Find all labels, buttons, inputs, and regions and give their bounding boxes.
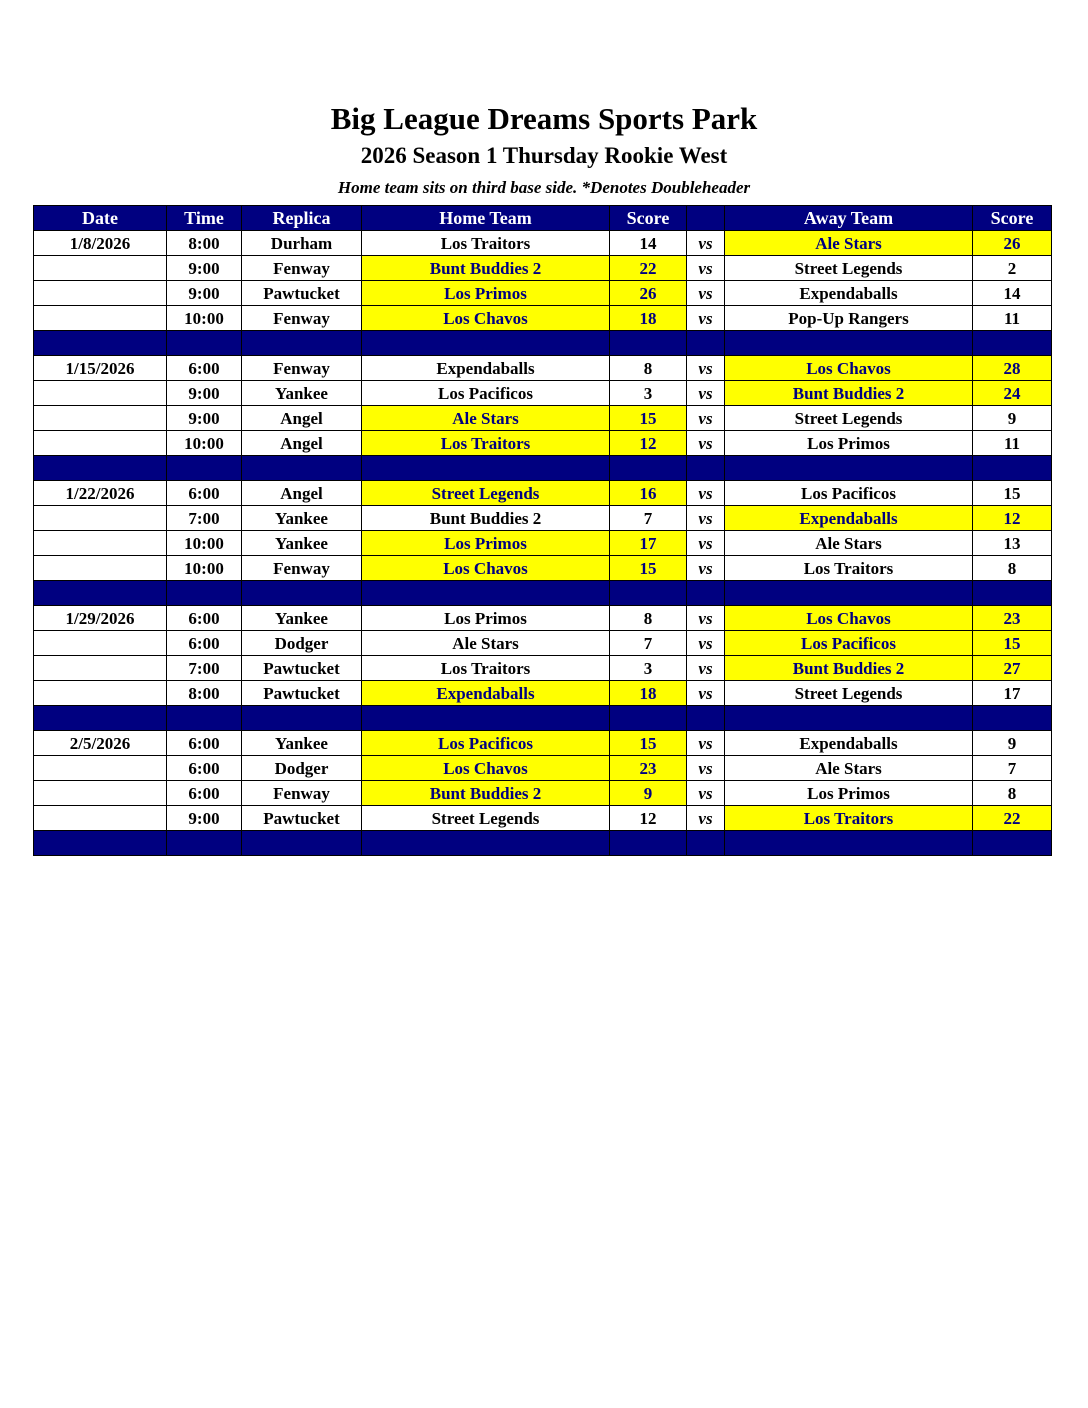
separator-cell	[725, 581, 973, 606]
game-replica-field: Angel	[242, 481, 362, 506]
header-home-team: Home Team	[362, 206, 610, 231]
game-replica-field: Yankee	[242, 381, 362, 406]
game-date: 1/15/2026	[34, 356, 167, 381]
header-vs	[687, 206, 725, 231]
away-score: 17	[973, 681, 1052, 706]
vs-label: vs	[687, 256, 725, 281]
home-score: 16	[610, 481, 687, 506]
game-replica-field: Durham	[242, 231, 362, 256]
home-score: 23	[610, 756, 687, 781]
game-row	[34, 306, 1052, 331]
game-row	[34, 781, 1052, 806]
away-team: Ale Stars	[725, 756, 973, 781]
away-team: Expendaballs	[725, 731, 973, 756]
game-date-empty	[34, 556, 167, 581]
game-date-empty	[34, 656, 167, 681]
vs-label: vs	[687, 381, 725, 406]
away-team: Bunt Buddies 2	[725, 656, 973, 681]
schedule-body	[34, 231, 1052, 856]
game-replica-field: Dodger	[242, 756, 362, 781]
game-time: 8:00	[167, 681, 242, 706]
game-replica-field: Fenway	[242, 781, 362, 806]
separator-cell	[34, 581, 167, 606]
home-team: Ale Stars	[362, 406, 610, 431]
vs-label: vs	[687, 756, 725, 781]
page-title: Big League Dreams Sports Park	[330, 101, 758, 136]
away-score: 12	[973, 506, 1052, 531]
vs-label: vs	[687, 481, 725, 506]
home-score: 15	[610, 406, 687, 431]
away-team: Los Pacificos	[725, 481, 973, 506]
vs-label: vs	[687, 556, 725, 581]
away-team: Bunt Buddies 2	[725, 381, 973, 406]
away-score: 9	[973, 731, 1052, 756]
game-date-empty	[34, 756, 167, 781]
schedule-note: Home team sits on third base side. *Denotes Doubleheader	[337, 178, 751, 197]
vs-label: vs	[687, 531, 725, 556]
separator-cell	[362, 331, 610, 356]
away-score: 2	[973, 256, 1052, 281]
game-time: 6:00	[167, 631, 242, 656]
week-separator-row	[34, 581, 1052, 606]
home-team: Los Pacificos	[362, 731, 610, 756]
separator-cell	[34, 456, 167, 481]
game-date-empty	[34, 631, 167, 656]
separator-cell	[725, 331, 973, 356]
game-date-empty	[34, 306, 167, 331]
page-subtitle: 2026 Season 1 Thursday Rookie West	[360, 143, 728, 168]
home-team: Street Legends	[362, 481, 610, 506]
home-team: Bunt Buddies 2	[362, 506, 610, 531]
header-row	[34, 206, 1052, 231]
game-date-empty	[34, 256, 167, 281]
away-score: 8	[973, 556, 1052, 581]
game-row	[34, 756, 1052, 781]
schedule-table	[33, 205, 1052, 856]
away-score: 13	[973, 531, 1052, 556]
separator-cell	[687, 331, 725, 356]
separator-cell	[725, 706, 973, 731]
separator-cell	[687, 581, 725, 606]
home-team: Los Chavos	[362, 556, 610, 581]
home-score: 17	[610, 531, 687, 556]
header-replica: Replica	[242, 206, 362, 231]
header-time: Time	[167, 206, 242, 231]
game-date-empty	[34, 531, 167, 556]
away-team: Los Primos	[725, 431, 973, 456]
separator-cell	[725, 831, 973, 856]
header-away-team: Away Team	[725, 206, 973, 231]
header-home-score: Score	[610, 206, 687, 231]
game-replica-field: Pawtucket	[242, 281, 362, 306]
home-score: 12	[610, 431, 687, 456]
separator-cell	[242, 331, 362, 356]
separator-cell	[725, 456, 973, 481]
game-replica-field: Pawtucket	[242, 806, 362, 831]
away-team: Ale Stars	[725, 231, 973, 256]
home-score: 9	[610, 781, 687, 806]
game-replica-field: Fenway	[242, 256, 362, 281]
away-score: 23	[973, 606, 1052, 631]
vs-label: vs	[687, 506, 725, 531]
home-score: 14	[610, 231, 687, 256]
home-team: Expendaballs	[362, 356, 610, 381]
home-score: 18	[610, 681, 687, 706]
game-time: 10:00	[167, 306, 242, 331]
game-time: 6:00	[167, 481, 242, 506]
game-time: 9:00	[167, 806, 242, 831]
home-score: 8	[610, 356, 687, 381]
game-replica-field: Yankee	[242, 731, 362, 756]
separator-cell	[610, 706, 687, 731]
separator-cell	[610, 581, 687, 606]
away-score: 7	[973, 756, 1052, 781]
home-score: 22	[610, 256, 687, 281]
home-team: Bunt Buddies 2	[362, 256, 610, 281]
game-date-empty	[34, 681, 167, 706]
home-score: 18	[610, 306, 687, 331]
game-date-empty	[34, 781, 167, 806]
away-team: Pop-Up Rangers	[725, 306, 973, 331]
week-separator-row	[34, 456, 1052, 481]
separator-cell	[687, 456, 725, 481]
home-team: Los Traitors	[362, 431, 610, 456]
away-score: 22	[973, 806, 1052, 831]
vs-label: vs	[687, 656, 725, 681]
game-row	[34, 356, 1052, 381]
game-replica-field: Dodger	[242, 631, 362, 656]
away-score: 15	[973, 631, 1052, 656]
vs-label: vs	[687, 281, 725, 306]
game-time: 6:00	[167, 606, 242, 631]
home-team: Bunt Buddies 2	[362, 781, 610, 806]
game-replica-field: Yankee	[242, 606, 362, 631]
away-team: Los Chavos	[725, 356, 973, 381]
away-team: Ale Stars	[725, 531, 973, 556]
separator-cell	[973, 331, 1052, 356]
separator-cell	[167, 581, 242, 606]
separator-cell	[34, 706, 167, 731]
game-time: 6:00	[167, 756, 242, 781]
home-team: Los Primos	[362, 281, 610, 306]
separator-cell	[362, 706, 610, 731]
week-separator-row	[34, 831, 1052, 856]
game-row	[34, 656, 1052, 681]
game-time: 10:00	[167, 531, 242, 556]
home-score: 26	[610, 281, 687, 306]
game-row	[34, 806, 1052, 831]
away-team: Street Legends	[725, 406, 973, 431]
separator-cell	[687, 831, 725, 856]
game-time: 6:00	[167, 731, 242, 756]
vs-label: vs	[687, 406, 725, 431]
game-replica-field: Angel	[242, 431, 362, 456]
vs-label: vs	[687, 306, 725, 331]
game-date-empty	[34, 506, 167, 531]
game-date-empty	[34, 806, 167, 831]
game-row	[34, 281, 1052, 306]
separator-cell	[242, 581, 362, 606]
away-score: 9	[973, 406, 1052, 431]
vs-label: vs	[687, 606, 725, 631]
vs-label: vs	[687, 781, 725, 806]
vs-label: vs	[687, 356, 725, 381]
vs-label: vs	[687, 631, 725, 656]
home-team: Los Pacificos	[362, 381, 610, 406]
home-team: Los Primos	[362, 606, 610, 631]
game-time: 7:00	[167, 506, 242, 531]
separator-cell	[973, 456, 1052, 481]
game-date-empty	[34, 281, 167, 306]
game-row	[34, 481, 1052, 506]
separator-cell	[242, 456, 362, 481]
separator-cell	[362, 831, 610, 856]
away-team: Los Primos	[725, 781, 973, 806]
game-replica-field: Yankee	[242, 531, 362, 556]
vs-label: vs	[687, 806, 725, 831]
away-score: 14	[973, 281, 1052, 306]
game-time: 10:00	[167, 431, 242, 456]
game-time: 8:00	[167, 231, 242, 256]
away-team: Los Chavos	[725, 606, 973, 631]
game-time: 9:00	[167, 256, 242, 281]
game-time: 9:00	[167, 406, 242, 431]
away-score: 24	[973, 381, 1052, 406]
game-replica-field: Fenway	[242, 356, 362, 381]
separator-cell	[687, 706, 725, 731]
game-row	[34, 631, 1052, 656]
separator-cell	[167, 706, 242, 731]
game-time: 6:00	[167, 356, 242, 381]
away-score: 15	[973, 481, 1052, 506]
separator-cell	[34, 831, 167, 856]
separator-cell	[610, 331, 687, 356]
separator-cell	[167, 831, 242, 856]
game-row	[34, 256, 1052, 281]
away-score: 28	[973, 356, 1052, 381]
home-score: 7	[610, 506, 687, 531]
home-score: 12	[610, 806, 687, 831]
separator-cell	[610, 831, 687, 856]
away-score: 8	[973, 781, 1052, 806]
game-replica-field: Pawtucket	[242, 656, 362, 681]
separator-cell	[610, 456, 687, 481]
away-team: Expendaballs	[725, 281, 973, 306]
week-separator-row	[34, 331, 1052, 356]
separator-cell	[34, 331, 167, 356]
home-score: 15	[610, 556, 687, 581]
home-team: Expendaballs	[362, 681, 610, 706]
game-date-empty	[34, 406, 167, 431]
game-time: 9:00	[167, 381, 242, 406]
week-separator-row	[34, 706, 1052, 731]
separator-cell	[973, 831, 1052, 856]
game-replica-field: Fenway	[242, 306, 362, 331]
home-team: Los Traitors	[362, 656, 610, 681]
home-team: Ale Stars	[362, 631, 610, 656]
vs-label: vs	[687, 731, 725, 756]
home-score: 8	[610, 606, 687, 631]
away-team: Expendaballs	[725, 506, 973, 531]
home-score: 7	[610, 631, 687, 656]
game-replica-field: Pawtucket	[242, 681, 362, 706]
vs-label: vs	[687, 231, 725, 256]
game-row	[34, 406, 1052, 431]
home-team: Street Legends	[362, 806, 610, 831]
game-row	[34, 431, 1052, 456]
game-replica-field: Yankee	[242, 506, 362, 531]
away-score: 27	[973, 656, 1052, 681]
away-score: 11	[973, 431, 1052, 456]
game-date: 1/22/2026	[34, 481, 167, 506]
away-score: 11	[973, 306, 1052, 331]
away-team: Los Traitors	[725, 556, 973, 581]
game-row	[34, 606, 1052, 631]
separator-cell	[362, 456, 610, 481]
game-row	[34, 731, 1052, 756]
game-replica-field: Fenway	[242, 556, 362, 581]
separator-cell	[167, 456, 242, 481]
away-team: Los Traitors	[725, 806, 973, 831]
game-row	[34, 506, 1052, 531]
home-score: 3	[610, 381, 687, 406]
game-time: 6:00	[167, 781, 242, 806]
game-date: 2/5/2026	[34, 731, 167, 756]
game-date-empty	[34, 381, 167, 406]
separator-cell	[242, 706, 362, 731]
separator-cell	[362, 581, 610, 606]
away-team: Street Legends	[725, 681, 973, 706]
vs-label: vs	[687, 681, 725, 706]
home-team: Los Chavos	[362, 306, 610, 331]
home-score: 15	[610, 731, 687, 756]
away-team: Street Legends	[725, 256, 973, 281]
header-away-score: Score	[973, 206, 1052, 231]
away-team: Los Pacificos	[725, 631, 973, 656]
separator-cell	[973, 706, 1052, 731]
game-date-empty	[34, 431, 167, 456]
game-row	[34, 531, 1052, 556]
game-time: 10:00	[167, 556, 242, 581]
separator-cell	[242, 831, 362, 856]
game-row	[34, 231, 1052, 256]
header-date: Date	[34, 206, 167, 231]
game-replica-field: Angel	[242, 406, 362, 431]
home-team: Los Primos	[362, 531, 610, 556]
home-team: Los Traitors	[362, 231, 610, 256]
home-team: Los Chavos	[362, 756, 610, 781]
separator-cell	[167, 331, 242, 356]
game-row	[34, 681, 1052, 706]
game-row	[34, 381, 1052, 406]
game-date: 1/29/2026	[34, 606, 167, 631]
game-time: 7:00	[167, 656, 242, 681]
game-time: 9:00	[167, 281, 242, 306]
game-date: 1/8/2026	[34, 231, 167, 256]
vs-label: vs	[687, 431, 725, 456]
game-row	[34, 556, 1052, 581]
separator-cell	[973, 581, 1052, 606]
home-score: 3	[610, 656, 687, 681]
away-score: 26	[973, 231, 1052, 256]
